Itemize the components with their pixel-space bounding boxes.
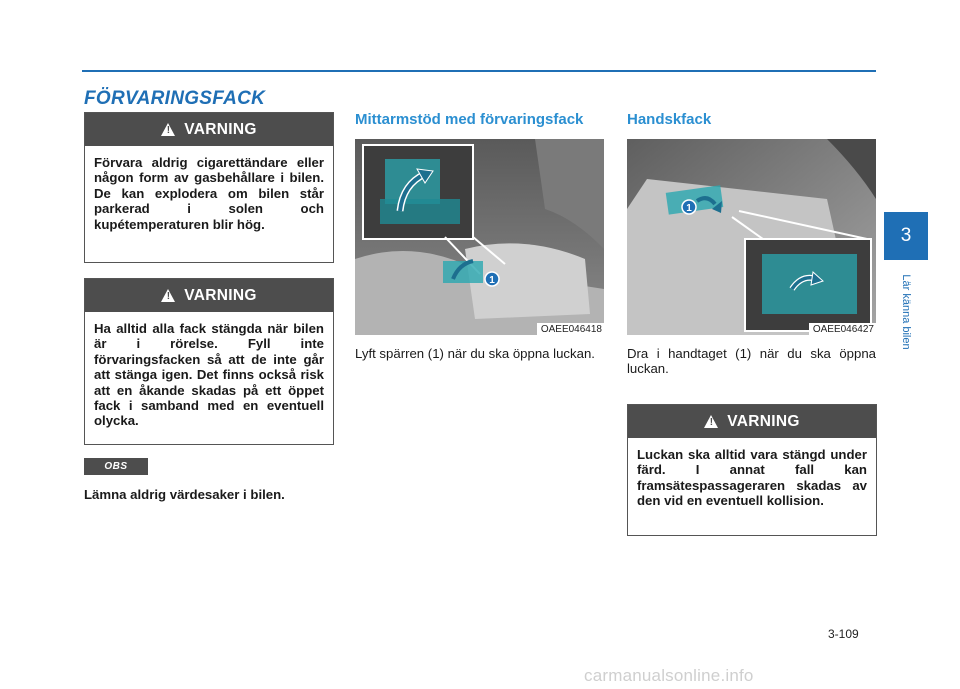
glovebox-illustration: [627, 139, 876, 335]
image-code: OAEE046427: [809, 323, 876, 335]
warning-triangle-icon: !: [161, 289, 175, 302]
top-rule: [82, 70, 876, 72]
warning-triangle-icon: !: [704, 415, 718, 428]
obs-text: Lämna aldrig värdesaker i bilen.: [84, 487, 285, 502]
image-code: OAEE046418: [537, 323, 604, 335]
warning-header: [85, 113, 333, 146]
warning-text: Ha alltid alla fack stängda när bilen är i rörelse. Fyll inte förvaringsfacken så att de inte går att stänga igen. Det finns också risk att en åkande skadas på ett öppet fack i samband med en eventuell olycka.: [94, 321, 324, 429]
warning-label: VARNING: [184, 286, 257, 304]
callout-marker: 1: [686, 203, 692, 214]
warning-text: Förvara aldrig cigarettändare eller någon form av gasbehållare i bilen. De kan explodera om bilen står parkerad i solen och kupétemperaturen blir hög.: [94, 155, 324, 232]
warning-triangle-icon: !: [161, 123, 175, 136]
page-number: 3-109: [828, 627, 859, 641]
warning-header: [85, 279, 333, 312]
armrest-illustration: [355, 139, 604, 335]
glovebox-text: Dra i handtaget (1) när du ska öppna luckan.: [627, 346, 876, 377]
section-title: FÖRVARINGSFACK: [84, 88, 266, 109]
armrest-text: Lyft spärren (1) när du ska öppna luckan.: [355, 346, 595, 361]
warning-box-2: [84, 278, 334, 445]
chapter-label: Lär känna bilen: [900, 274, 912, 350]
warning-label: VARNING: [727, 412, 800, 430]
watermark: carmanualsonline.info: [584, 666, 754, 685]
armrest-heading: Mittarmstöd med förvaringsfack: [355, 111, 584, 128]
glovebox-photo: [627, 139, 876, 335]
warning-box-1: [84, 112, 334, 263]
glovebox-heading: Handskfack: [627, 111, 712, 128]
warning-header: [628, 405, 876, 438]
chapter-side-label: [884, 264, 928, 360]
warning-box-3: [627, 404, 877, 536]
warning-label: VARNING: [184, 120, 257, 138]
obs-badge: OBS: [84, 458, 148, 475]
chapter-tab: 3: [884, 212, 928, 260]
armrest-photo: [355, 139, 604, 335]
callout-marker: 1: [489, 275, 495, 286]
warning-text: Luckan ska alltid vara stängd under färd. I annat fall kan framsätespassageraren skadas av den vid en eventuell kollision.: [637, 447, 867, 509]
